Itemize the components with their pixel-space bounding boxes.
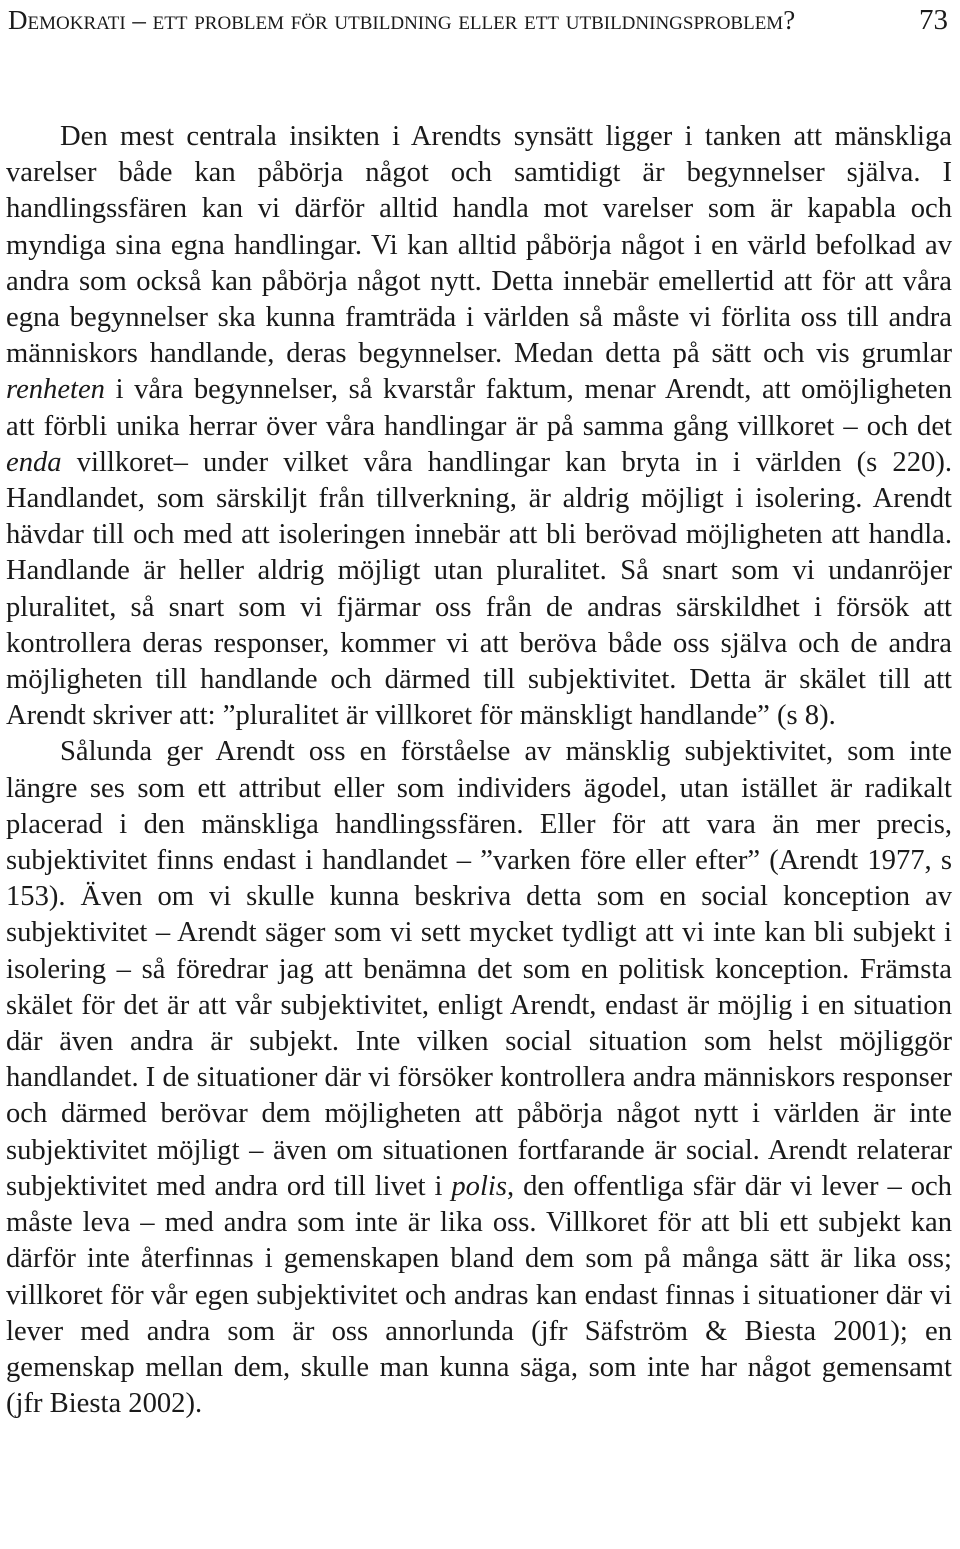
text-segment: Sålunda ger Arendt oss en förståelse av mänsklig subjektivitet, som inte längre ses som ett attribut eller som individers ägodel, utan istället är radikalt placerad i den mänskliga handlingssfären. Eller för att vara än mer precis, subjektivitet finns endast i handlandet – ”varken före eller efter” (Arendt 1977, s 153). Även om vi skulle kunna beskriva detta som en social konception av subjektivitet – Arendt säger som vi sett mycket tydligt att vi inte kan bli subjekt i isolering – så föredrar jag att benämna det som en politisk konception. Främsta skälet för det är att vår subjektivitet, enligt Arendt, endast är möjlig i en situation där även andra är subjekt. Inte vilken social situation som helst möjliggör handlandet. I de situationer där vi försöker kontrollera andra människors responser och därmed berövar dem möjligheten att påbörja något nytt i världen är inte subjektivitet möjligt – även om situationen fortfarande är social. Arendt relaterar subjektivitet med andra ord till livet i	[6, 736, 952, 1202]
emphasis-polis: polis	[451, 1170, 507, 1202]
emphasis-renheten: renheten	[6, 374, 105, 406]
text-segment: villkoret– under vilket våra handlingar kan bryta in i världen (s 220). Handlandet, som särskiljt från tillverkning, är aldrig möjligt i isolering. Arendt hävdar till och med att isoleringen innebär att bli berövad möjligheten att handla. Handlande är heller aldrig möjligt utan pluralitet. Så snart som vi undanröjer pluralitet, så snart som vi fjärmar oss från de andras särskildhet i försök att kontrollera deras responser, kommer vi att beröva både oss själva och de andra möjligheten till handlande och därmed till subjektivitet. Detta är skälet till att Arendt skriver att: ”pluralitet är villkoret för mänskligt handlande” (s 8).	[6, 446, 952, 732]
text-segment: , den offentliga sfär där vi lever – och måste leva – med andra som inte är lika oss. Villkoret för att bli ett subjekt kan därför inte återfinnas i gemenskapen bland dem som på många sätt är lika oss; villkoret för vår egen subjektivitet och andras kan endast finnas i situationer där vi lever med andra som är oss annorlunda (jfr Säfström & Biesta 2001); en gemenskap mellan dem, skulle man kunna säga, som inte har något gemensamt (jfr Biesta 2002).	[6, 1170, 952, 1420]
page-number: 73	[919, 4, 948, 36]
text-segment: Den mest centrala insikten i Arendts synsätt ligger i tanken att mänskliga varelser både kan påbörja något och samtidigt är begynnelser själva. I handlingssfären kan vi därför alltid handla mot varelser som är kapabla och myndiga sina egna handlingar. Vi kan alltid påbörja något i en värld befolkad av andra som också kan påbörja något nytt. Detta innebär emellertid att för att våra egna begynnelser ska kunna framträda i världen så måste vi förlita oss till andra människors handlande, deras begynnelser. Medan detta på sätt och vis grumlar	[6, 121, 952, 370]
running-header	[8, 2, 948, 38]
body-text	[6, 119, 952, 1422]
paragraph-2	[6, 734, 952, 1422]
paragraph-1	[6, 119, 952, 734]
emphasis-enda: enda	[6, 446, 62, 478]
running-title: Demokrati – ett problem för utbildning eller ett utbildningsproblem?	[8, 5, 796, 35]
text-segment: i våra begynnelser, så kvarstår faktum, menar Arendt, att omöjligheten att förbli unika herrar över våra handlingar är på samma gång villkoret – och det	[6, 374, 952, 442]
